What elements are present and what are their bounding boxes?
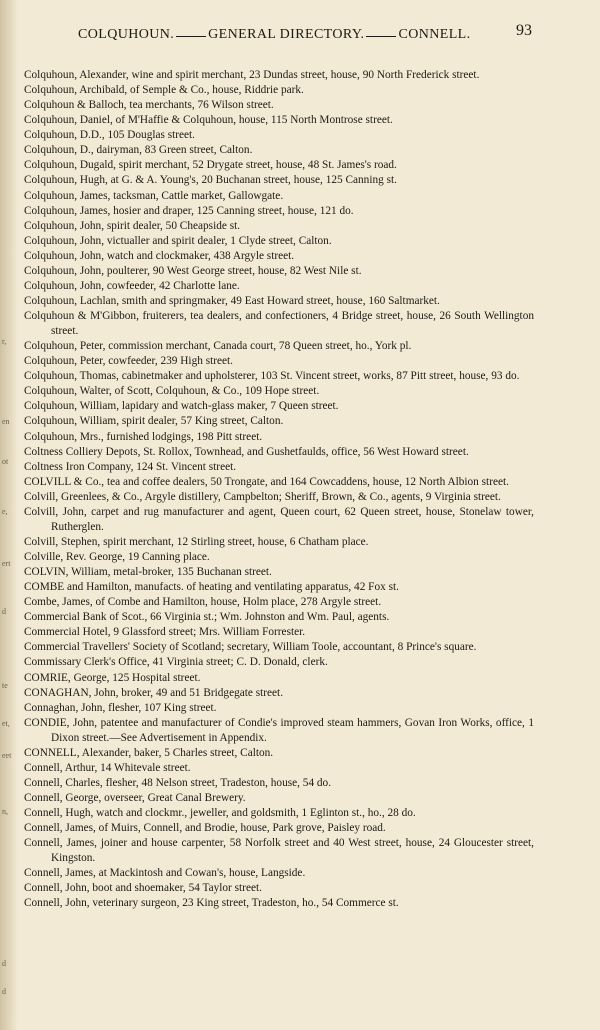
directory-entry: CONAGHAN, John, broker, 49 and 51 Bridgegate street. [24,686,284,699]
directory-entry: Connell, George, overseer, Great Canal Brewery. [24,792,246,804]
directory-entry: Colquhoun, John, spirit dealer, 50 Cheapside st. [24,219,241,232]
binding-mark: e, [2,508,8,516]
header-right: CONNELL. [398,27,471,42]
directory-entry: Coltness Iron Company, 124 St. Vincent street. [24,460,237,473]
directory-entry: Commercial Hotel, 9 Glassford street; Mrs. William Forrester. [24,626,306,639]
directory-entry: Colquhoun, William, lapidary and watch-glass maker, 7 Queen street. [24,400,339,413]
directory-entry: Colquhoun, James, tacksman, Cattle market, Gallowgate. [24,189,284,202]
directory-entry: Connaghan, John, flesher, 107 King street. [24,701,217,714]
binding-mark: ert [2,560,11,568]
binding-mark: et, [2,720,10,728]
directory-entry: CONNELL, Alexander, baker, 5 Charles street, Calton. [24,746,274,759]
directory-entry: COMRIE, George, 125 Hospital street. [24,671,201,684]
page-number: 93 [516,22,532,39]
directory-entry: Connell, Charles, flesher, 48 Nelson street, Tradeston, house, 54 do. [24,776,332,789]
binding-mark: d [2,608,6,616]
directory-entry: Colquhoun, Mrs., furnished lodgings, 198 Pitt street. [24,430,263,443]
binding-mark: d [2,988,6,996]
header-dash [366,36,396,37]
directory-entry: Colquhoun, D., dairyman, 83 Green street, Calton. [24,144,253,157]
directory-entry: Colquhoun, Dugald, spirit merchant, 52 Drygate street, house, 48 St. James's road. [24,159,397,172]
directory-entry: Colquhoun, Alexander, wine and spirit merchant, 23 Dundas street, house, 90 North Frederick street. [24,69,480,81]
directory-entry: Colvill, Stephen, spirit merchant, 12 Stirling street, house, 6 Chatham place. [24,535,369,548]
directory-entry: Colquhoun & Balloch, tea merchants, 76 Wilson street. [24,99,274,112]
directory-entry: Connell, James, of Muirs, Connell, and Brodie, house, Park grove, Paisley road. [24,822,386,835]
header-center: GENERAL DIRECTORY. [208,27,365,42]
directory-entry: Commissary Clerk's Office, 41 Virginia street; C. D. Donald, clerk. [24,656,328,669]
directory-entry: Commercial Travellers' Society of Scotland; secretary, William Toole, accountant, 8 Prince's square. [24,641,477,654]
directory-entry: Colquhoun, John, watch and clockmaker, 438 Argyle street. [24,249,295,262]
directory-entry: Colquhoun, Peter, commission merchant, Canada court, 78 Queen street, ho., York pl. [24,340,412,353]
directory-entry: Colquhoun, John, victualler and spirit dealer, 1 Clyde street, Calton. [24,234,332,247]
directory-entry: Connell, John, boot and shoemaker, 54 Taylor street. [24,882,262,895]
header-dash [176,36,206,37]
directory-entry: Colquhoun, D.D., 105 Douglas street. [24,129,196,142]
directory-entry: Connell, Hugh, watch and clockmr., jeweller, and goldsmith, 1 Eglinton st., ho., 28 do. [24,807,416,820]
directory-entry: Combe, James, of Combe and Hamilton, house, Holm place, 278 Argyle street. [24,596,382,609]
directory-entry: Connell, Arthur, 14 Whitevale street. [24,761,191,774]
directory-entry: Colquhoun, Daniel, of M'Haffie & Colquhoun, house, 115 North Montrose street. [24,114,393,127]
directory-entry: CONDIE, John, patentee and manufacturer of Condie's improved steam hammers, Govan Iron Works, office, 1 Dixon street.—See Advertisement in Appendix. [24,716,534,744]
binding-mark: ot [2,458,9,466]
directory-entry: Colquhoun, Archibald, of Semple & Co., house, Riddrie park. [24,84,304,97]
directory-entry: Colquhoun, Peter, cowfeeder, 239 High street. [24,355,233,368]
running-header [78,24,538,46]
binding-mark: r, [2,338,7,346]
directory-entry: Colquhoun & M'Gibbon, fruiterers, tea dealers, and confectioners, 4 Bridge street, house, 26 South Wellington street. [24,310,534,338]
directory-entry: Connell, James, joiner and house carpenter, 58 Norfolk street and 40 West street, house, 24 Gloucester street, Kingston. [24,837,534,865]
directory-entry: Commercial Bank of Scot., 66 Virginia st.; Wm. Johnston and Wm. Paul, agents. [24,611,390,624]
directory-entry: Colquhoun, John, poulterer, 90 West George street, house, 82 West Nile st. [24,264,362,277]
directory-entry: Colquhoun, Thomas, cabinetmaker and upholsterer, 103 St. Vincent street, works, 87 Pitt street, house, 93 do. [24,370,520,383]
header-left: COLQUHOUN. [78,27,175,42]
directory-entry: Colquhoun, James, hosier and draper, 125 Canning street, house, 121 do. [24,204,354,217]
directory-entry: COLVIN, William, metal-broker, 135 Buchanan street. [24,566,272,579]
directory-entry: Colvill, John, carpet and rug manufacturer and agent, Queen court, 62 Queen street, house, Stonelaw tower, Rutherglen. [24,505,534,533]
binding-mark: d [2,960,6,968]
directory-entry: Colquhoun, Lachlan, smith and springmaker, 49 East Howard street, house, 160 Saltmarket. [24,294,440,307]
directory-entry: Coltness Colliery Depots, St. Rollox, Townhead, and Gushetfaulds, office, 56 West Howard street. [24,445,469,458]
directory-entry: COLVILL & Co., tea and coffee dealers, 50 Trongate, and 164 Cowcaddens, house, 12 North Albion street. [24,475,509,488]
directory-entry: Colquhoun, John, cowfeeder, 42 Charlotte lane. [24,279,240,292]
directory-entry: Connell, John, veterinary surgeon, 23 King street, Tradeston, ho., 54 Commerce st. [24,897,399,910]
binding-mark: eet [2,752,12,760]
directory-entry: COMBE and Hamilton, manufacts. of heating and ventilating apparatus, 42 Fox st. [24,581,399,594]
directory-entry: Colquhoun, Hugh, at G. & A. Young's, 20 Buchanan street, house, 125 Canning st. [24,174,397,187]
directory-entry: Colvill, Greenlees, & Co., Argyle distillery, Campbelton; Sheriff, Brown, & Co., agents, 9 Virginia street. [24,490,501,503]
directory-entries [24,68,534,912]
binding-mark: en [2,418,10,426]
directory-entry: Connell, James, at Mackintosh and Cowan's, house, Langside. [24,867,306,880]
directory-entry: Colquhoun, Walter, of Scott, Colquhoun, & Co., 109 Hope street. [24,385,320,398]
directory-entry: Colquhoun, William, spirit dealer, 57 King street, Calton. [24,415,284,428]
binding-mark: te [2,682,8,690]
binding-mark: n, [2,808,8,816]
directory-entry: Colville, Rev. George, 19 Canning place. [24,551,210,563]
